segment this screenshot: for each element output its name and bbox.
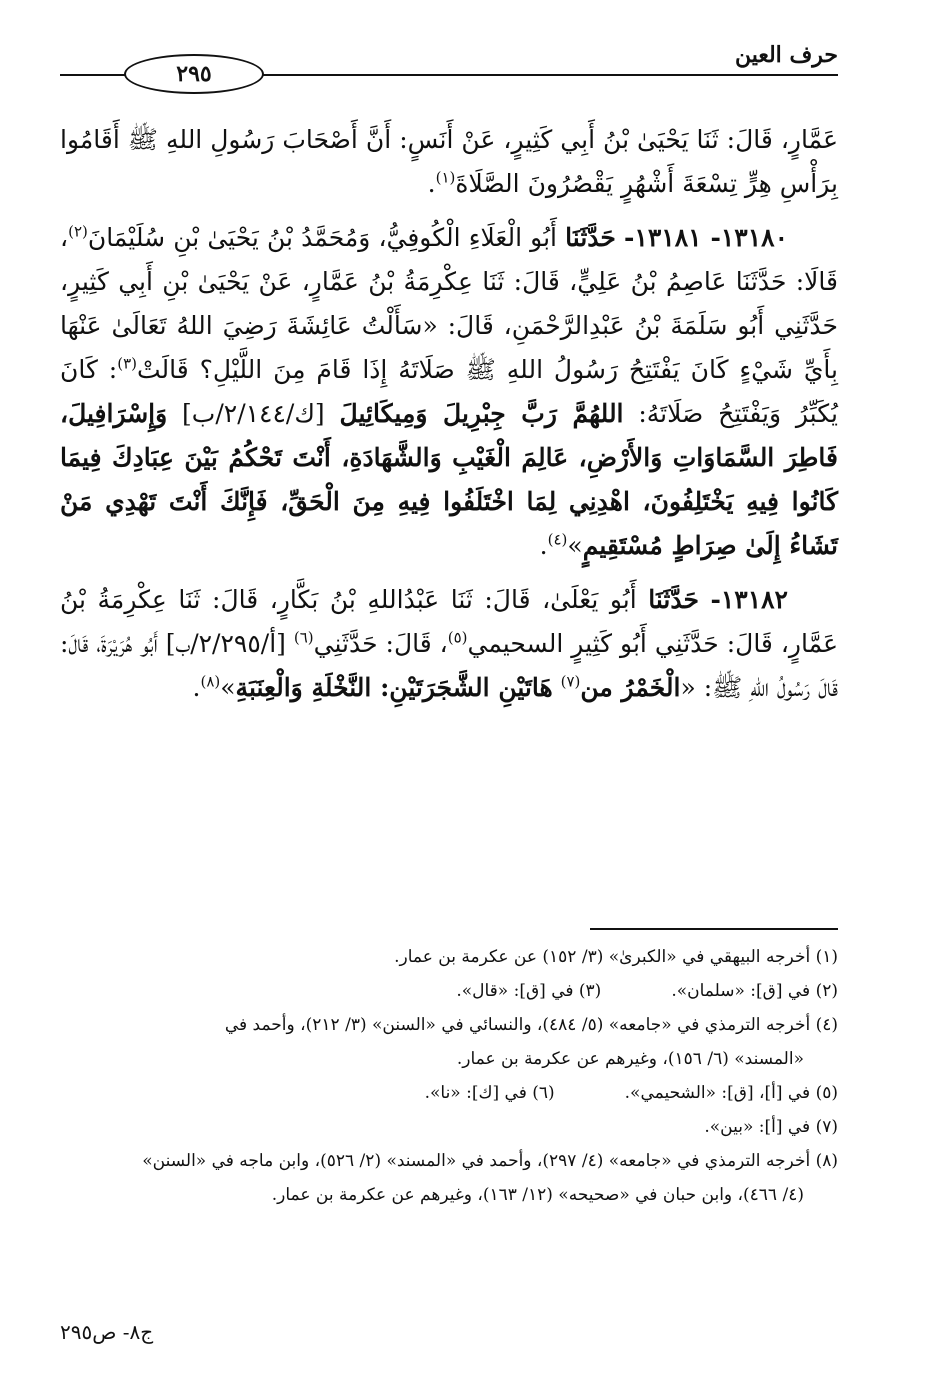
footnotes xyxy=(60,940,838,1212)
footnote-marker[interactable]: (٥) xyxy=(447,628,468,647)
dua-text: اللهُمَّ رَبَّ جِبْرِيلَ وَمِيكَائِيلَ xyxy=(339,399,624,428)
footnote-marker[interactable]: (٣) xyxy=(117,354,137,373)
hadith-text: الْخَمْرُ من xyxy=(580,673,681,702)
footnote-marker[interactable]: (٧) xyxy=(560,672,581,691)
paragraph-continuation xyxy=(60,118,838,206)
quote-close: » xyxy=(220,673,236,702)
footnote-1: (١) أخرجه البيهقي في «الكبرىٰ» (٣/ ١٥٢) عن عكرمة بن عمار. xyxy=(394,947,838,967)
isnad-text: أَبُو يَعْلَىٰ، قَالَ: ثَنَا عَبْدُاللهِ بْنُ بَكَّارٍ، قَالَ: ثَنَا عِكْرِمَةُ بْنُ عَمَّارٍ، قَالَ: حَدَّثَنِي أَبُو كَثِيرٍ السحيمي xyxy=(60,585,838,658)
footnote-marker[interactable]: (٨) xyxy=(200,672,221,691)
matn-text: أَبُو هُرَيْرَةَ، قَالَ: قَالَ رَسُولُ اللهِ ﷺ: « xyxy=(60,629,838,702)
footnote-separator xyxy=(590,928,838,930)
hadith-13180 xyxy=(60,216,838,568)
punct: . xyxy=(192,673,201,702)
footnote-6: (٦) في [ك]: «نا». xyxy=(424,1083,555,1103)
footnote-row xyxy=(60,974,838,1008)
hadith-text: هَاتَيْنِ الشَّجَرَتَيْنِ: النَّخْلَةِ وَالْعِنَبَةِ xyxy=(235,673,553,702)
hadith-number: ١٣١٨٢- xyxy=(710,585,788,614)
footnote-8-cont: (٤/ ٤٦٦)، وابن حبان في «صحيحه» (١٢/ ١٦٣)، وغيرهم عن عكرمة بن عمار. xyxy=(271,1185,804,1205)
footnote-row xyxy=(60,1076,838,1110)
text-line: بِرَأْسِ هِرٍّ تِسْعَةَ أَشْهُرٍ يَقْصُرُونَ الصَّلَاةَ xyxy=(455,169,838,198)
footnote-3: (٣) في [ق]: «قال». xyxy=(456,981,602,1001)
footnote-2: (٢) في [ق]: «سلمان». xyxy=(671,981,838,1001)
isnad-text: أَبُو الْعَلَاءِ الْكُوفِيُّ، وَمُحَمَّدُ بْنُ يَحْيَىٰ بْنِ سُلَيْمَانَ xyxy=(87,223,558,252)
isnad-text: ، قَالَ: حَدَّثَنِي xyxy=(313,629,448,658)
volume-page-ref: ج٨- ص٢٩٥ xyxy=(60,1320,154,1344)
quote-close: » xyxy=(567,531,583,560)
chapter-title: حرف العين xyxy=(727,38,838,72)
footnote-4: (٤) أخرجه الترمذي في «جامعه» (٥/ ٤٨٤)، والنسائي في «السنن» (٣/ ٢١٢)، وأحمد في xyxy=(224,1015,838,1035)
punct: . xyxy=(539,531,548,560)
isnad-text: ، قَالَا: حَدَّثَنَا عَاصِمُ بْنُ عَلِيٍّ، قَالَ: ثَنَا عِكْرِمَةُ بْنُ عَمَّارٍ، عَنْ يَحْيَىٰ بْنِ أَبِي كَثِيرٍ، حَدَّثَنِي أَبُو سَلَمَةَ بْنُ عَبْدِالرَّحْمَنِ، قَالَ: «سَأَلْتُ عَائِشَةَ رَضِيَ اللهُ تَعَالَىٰ عَنْهَا بِأَيِّ شَيْءٍ كَانَ يَفْتَتِحُ رَسُولُ اللهِ ﷺ صَلَاتَهُ إِذَا قَامَ مِنَ اللَّيْلِ؟ قَالَتْ xyxy=(60,223,838,384)
manuscript-ref: [ك/٢/١٤٤/ب] xyxy=(182,399,325,428)
text-line: عَمَّارٍ، قَالَ: ثَنَا يَحْيَىٰ بْنُ أَبِي كَثِيرٍ، عَنْ أَنَسٍ: أَنَّ أَصْحَابَ رَسُولِ اللهِ ﷺ أَقَامُوا xyxy=(60,125,838,154)
haddathana: حَدَّثَنَا xyxy=(565,223,616,252)
footnote-marker[interactable]: (١) xyxy=(435,168,456,187)
footnote-marker[interactable]: (٢) xyxy=(68,222,88,241)
footnote-marker[interactable]: (٤) xyxy=(547,530,568,549)
punct: . xyxy=(427,169,436,198)
footnote-4-cont: «المسند» (٦/ ١٥٦)، وغيرهم عن عكرمة بن عمار. xyxy=(456,1049,804,1069)
footnote-8: (٨) أخرجه الترمذي في «جامعه» (٤/ ٢٩٧)، وأحمد في «المسند» (٢/ ٥٢٦)، وابن ماجه في «السنن» xyxy=(142,1151,838,1171)
page-header xyxy=(60,38,838,87)
manuscript-ref: [أ/٢/٢٩٥/ب] xyxy=(165,629,286,658)
footnote-marker[interactable]: (٦) xyxy=(293,628,314,647)
footnote-5: (٥) في [أ]، [ق]: «الشحيمي». xyxy=(624,1083,838,1103)
page-number-badge xyxy=(124,54,264,94)
page-number: ٢٩٥ xyxy=(176,61,212,87)
haddathana: حَدَّثَنَا xyxy=(648,585,699,614)
hadith-number: ١٣١٨٠- ١٣١٨١- xyxy=(624,223,788,252)
main-text xyxy=(60,118,838,720)
footnote-7: (٧) في [أ]: «بين». xyxy=(704,1117,838,1137)
dua-text: وَإِسْرَافِيلَ، فَاطِرَ السَّمَاوَاتِ وَالأَرْضِ، عَالِمَ الْغَيْبِ وَالشَّهَادَةِ، أَنْتَ تَحْكُمُ بَيْنَ عِبَادِكَ فِيمَا كَانُوا فِيهِ يَخْتَلِفُونَ، اهْدِنِي لِمَا اخْتَلَفُوا فِيهِ مِنَ الْحَقِّ، فَإِنَّكَ أَنْتَ تَهْدِي مَنْ تَشَاءُ إِلَىٰ صِرَاطٍ مُسْتَقِيمٍ xyxy=(60,399,838,560)
matn-text: : كَانَ يُكَبِّرُ وَيَفْتَتِحُ صَلَاتَهُ: xyxy=(60,355,838,428)
hadith-13182 xyxy=(60,578,838,710)
